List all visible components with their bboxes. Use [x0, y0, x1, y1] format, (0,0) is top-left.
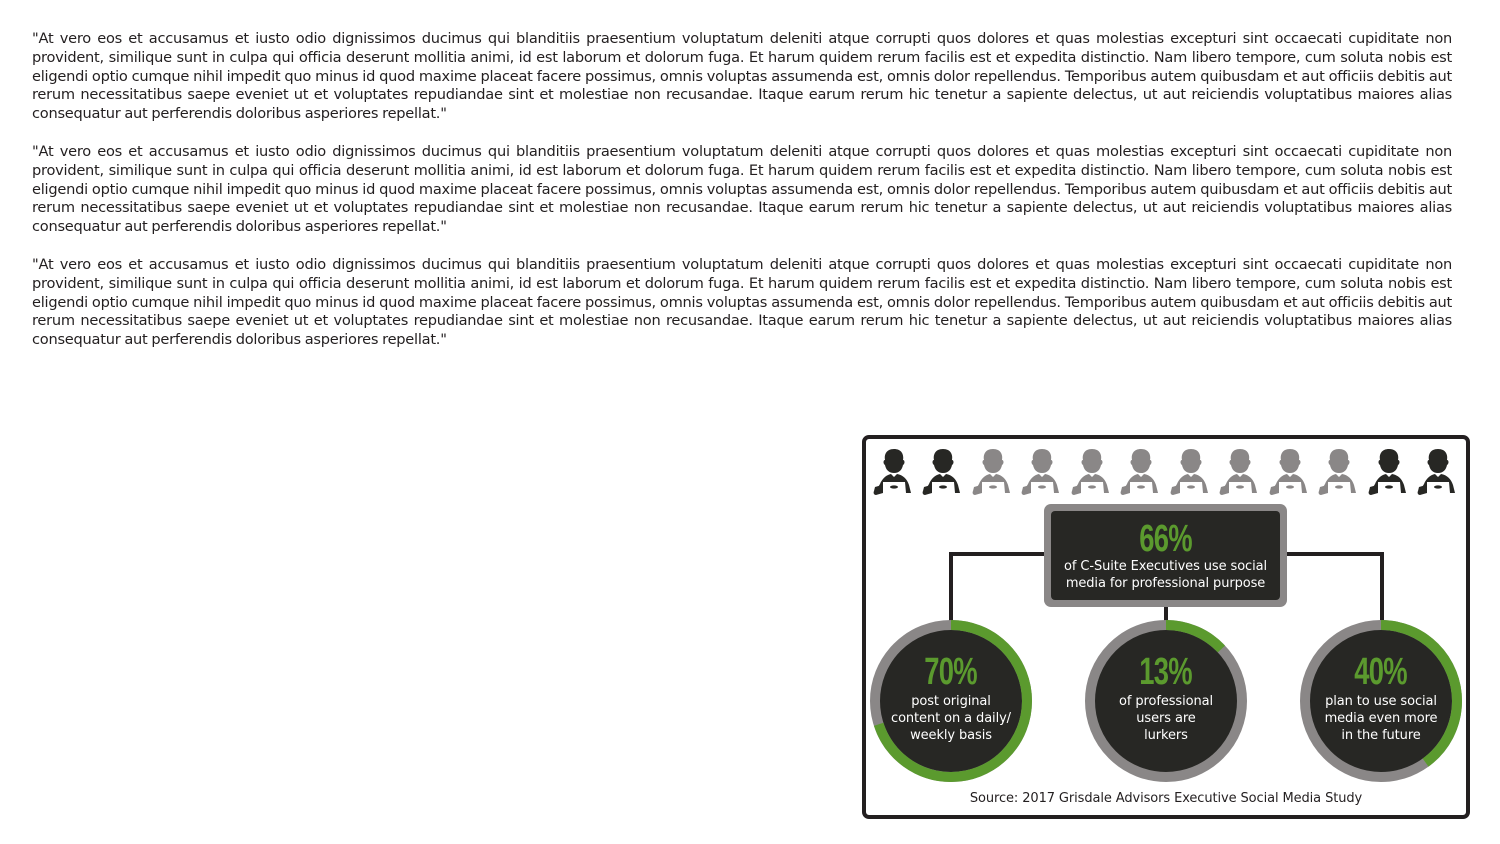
connector-right-vertical: [1380, 552, 1384, 622]
circle-stat-description: [886, 693, 1016, 744]
circle-stat-description: [1316, 693, 1446, 744]
stat-circle-1: [1084, 619, 1248, 783]
body-text: [32, 30, 1452, 369]
circle-stat-value: 13%: [1139, 650, 1193, 693]
circle-stat-line: users are: [1136, 710, 1196, 726]
stat-circle-2: [1299, 619, 1463, 783]
paragraph: "At vero eos et accusamus et iusto odio dignissimos ducimus qui blanditiis praesentium voluptatum deleniti atque corrupti quos dolores et quas molestias excepturi sint occaecati cupiditate non provident, similique sunt in culpa qui officia deserunt mollitia animi, id est laborum et dolorum fuga. Et harum quidem rerum facilis est et expedita distinctio. Nam libero tempore, cum soluta nobis est eligendi optio cumque nihil impedit quo minus id quod maxime placeat facere possimus, omnis voluptas assumenda est, omnis dolor repellendus. Temporibus autem quibusdam et aut officiis debitis aut rerum necessitatibus saepe eveniet ut et voluptates repudiandae sint et molestiae non recusandae. Itaque earum rerum hic tenetur a sapiente delectus, ut aut reiciendis voluptatibus maiores alias consequatur aut perferendis doloribus asperiores repellat.": [32, 142, 1452, 236]
source-citation: Source: 2017 Grisdale Advisors Executive Social Media Study: [969, 791, 1363, 806]
circle-stat-line: weekly basis: [910, 727, 992, 743]
circle-stat-line: in the future: [1341, 727, 1421, 743]
circle-stat-line: post original: [911, 693, 991, 709]
circle-stat-line: content on a daily/: [891, 710, 1011, 726]
circle-stat-line: lurkers: [1144, 727, 1188, 743]
person-at-laptop-icon: [969, 447, 1017, 497]
person-at-laptop-icon: [1068, 447, 1116, 497]
circle-stat-line: media even more: [1324, 710, 1438, 726]
main-stat-box: [1044, 504, 1287, 607]
person-at-laptop-icon: [1414, 447, 1462, 497]
circle-stat-line: of professional: [1119, 693, 1213, 709]
person-at-laptop-icon: [1365, 447, 1413, 497]
person-at-laptop-icon: [1018, 447, 1066, 497]
people-icon-row: [870, 447, 1462, 499]
infographic: [862, 435, 1470, 819]
circle-stat-value: 40%: [1354, 650, 1408, 693]
main-stat-value: 66%: [1139, 517, 1192, 560]
person-at-laptop-icon: [1266, 447, 1314, 497]
person-at-laptop-icon: [1315, 447, 1363, 497]
person-at-laptop-icon: [870, 447, 918, 497]
stat-circle-0: [869, 619, 1033, 783]
connector-right-horizontal: [1286, 552, 1384, 556]
connector-left-vertical: [949, 552, 953, 622]
person-at-laptop-icon: [1167, 447, 1215, 497]
person-at-laptop-icon: [919, 447, 967, 497]
circle-stat-line: plan to use social: [1325, 693, 1437, 709]
main-stat-line: of C-Suite Executives use social: [1064, 558, 1267, 574]
connector-left-horizontal: [949, 552, 1046, 556]
circle-stat-value: 70%: [924, 650, 978, 693]
person-at-laptop-icon: [1216, 447, 1264, 497]
main-stat-description: [1064, 558, 1267, 592]
paragraph: "At vero eos et accusamus et iusto odio dignissimos ducimus qui blanditiis praesentium voluptatum deleniti atque corrupti quos dolores et quas molestias excepturi sint occaecati cupiditate non provident, similique sunt in culpa qui officia deserunt mollitia animi, id est laborum et dolorum fuga. Et harum quidem rerum facilis est et expedita distinctio. Nam libero tempore, cum soluta nobis est eligendi optio cumque nihil impedit quo minus id quod maxime placeat facere possimus, omnis voluptas assumenda est, omnis dolor repellendus. Temporibus autem quibusdam et aut officiis debitis aut rerum necessitatibus saepe eveniet ut et voluptates repudiandae sint et molestiae non recusandae. Itaque earum rerum hic tenetur a sapiente delectus, ut aut reiciendis voluptatibus maiores alias consequatur aut perferendis doloribus asperiores repellat.": [32, 255, 1452, 349]
paragraph: "At vero eos et accusamus et iusto odio dignissimos ducimus qui blanditiis praesentium voluptatum deleniti atque corrupti quos dolores et quas molestias excepturi sint occaecati cupiditate non provident, similique sunt in culpa qui officia deserunt mollitia animi, id est laborum et dolorum fuga. Et harum quidem rerum facilis est et expedita distinctio. Nam libero tempore, cum soluta nobis est eligendi optio cumque nihil impedit quo minus id quod maxime placeat facere possimus, omnis voluptas assumenda est, omnis dolor repellendus. Temporibus autem quibusdam et aut officiis debitis aut rerum necessitatibus saepe eveniet ut et voluptates repudiandae sint et molestiae non recusandae. Itaque earum rerum hic tenetur a sapiente delectus, ut aut reiciendis voluptatibus maiores alias consequatur aut perferendis doloribus asperiores repellat.": [32, 30, 1452, 123]
circle-stat-description: [1101, 693, 1231, 744]
person-at-laptop-icon: [1117, 447, 1165, 497]
main-stat-line: media for professional purpose: [1065, 575, 1266, 591]
